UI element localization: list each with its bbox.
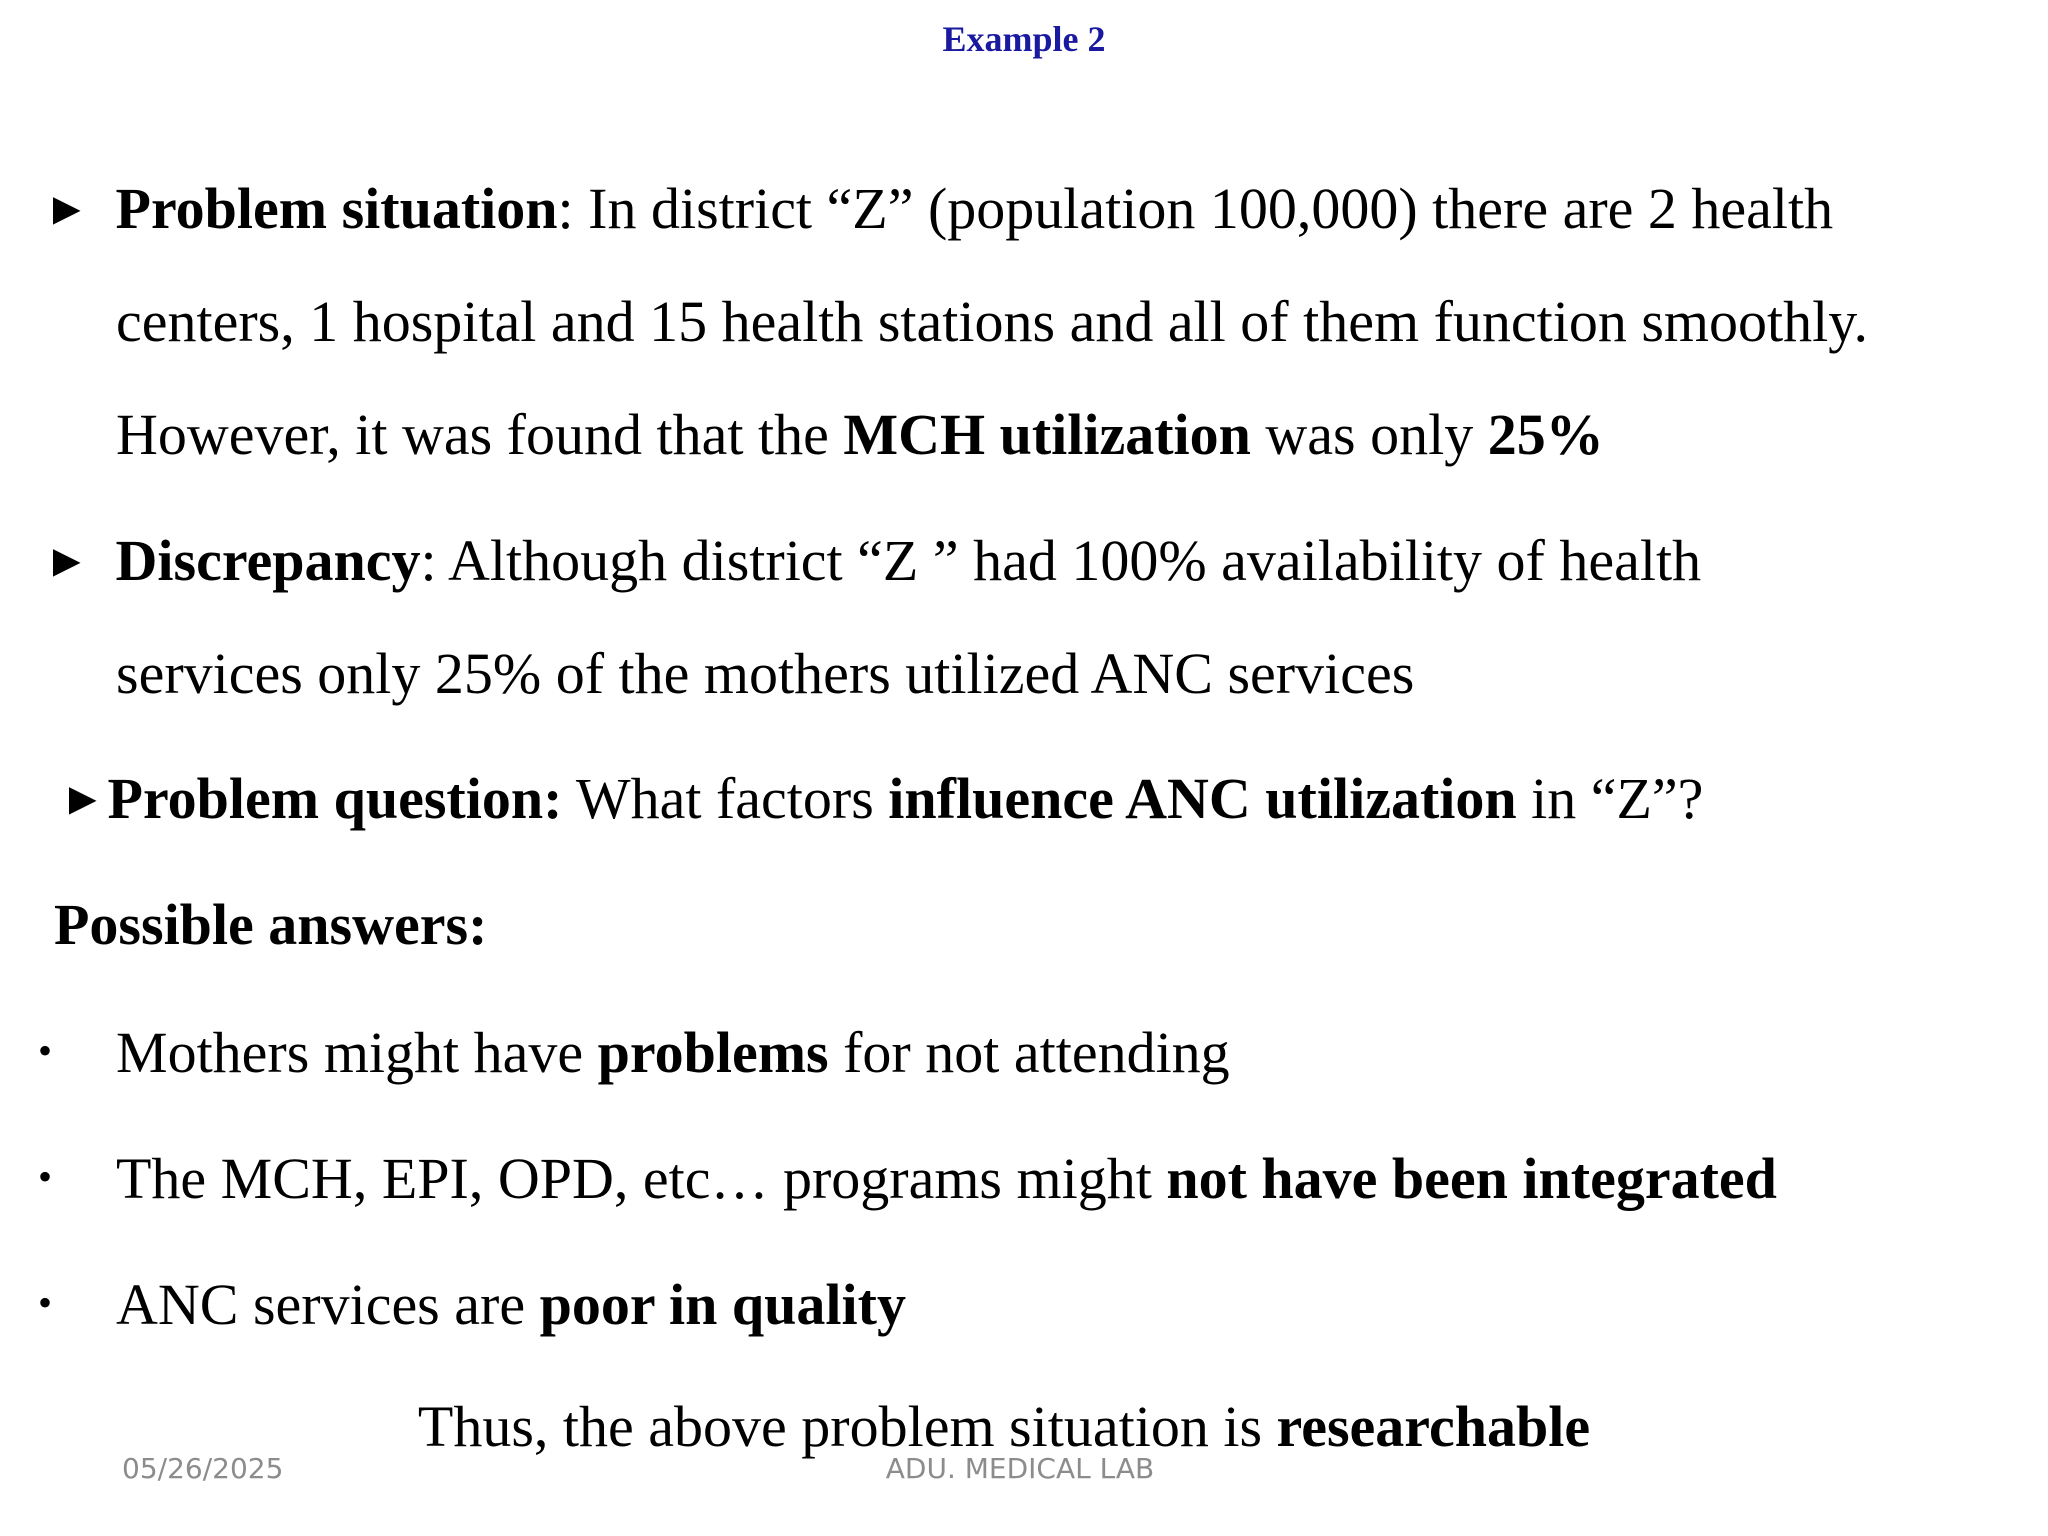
- problem-situation-text-3b: was only: [1250, 402, 1488, 467]
- answer-list-item: [38, 1016, 1230, 1088]
- percentage-bold: 25%: [1487, 402, 1604, 467]
- bullet-dot-icon: •: [38, 1280, 53, 1325]
- arrow-bullet-icon: ►: [44, 183, 90, 234]
- answer-text-bold: problems: [597, 1020, 829, 1085]
- bullet-dot-icon: •: [38, 1154, 53, 1199]
- problem-question-text-a: What factors: [562, 766, 889, 831]
- problem-situation-label: Problem situation: [115, 176, 558, 241]
- bullet-dot-icon: •: [38, 1028, 53, 1073]
- answer-text-pre: The MCH, EPI, OPD, etc… programs might: [116, 1146, 1167, 1211]
- answer-text-post: for not attending: [828, 1020, 1230, 1085]
- answer-list-item: [38, 1268, 906, 1340]
- discrepancy-paragraph: [44, 504, 2030, 730]
- answer-text-bold: not have been integrated: [1166, 1146, 1777, 1211]
- conclusion-text: Thus, the above problem situation is: [417, 1394, 1277, 1459]
- answer-list-item: [38, 1142, 1777, 1214]
- problem-situation-text-1: : In district “Z” (population 100,000) there are 2 health: [557, 176, 1834, 241]
- answer-text-pre: Mothers might have: [116, 1020, 598, 1085]
- slide-title: Example 2: [942, 19, 1106, 59]
- discrepancy-label: Discrepancy: [115, 528, 421, 593]
- discrepancy-text-2: services only 25% of the mothers utilized ANC services: [116, 641, 1415, 706]
- footer-center-text: ADU. MEDICAL LAB: [885, 1452, 1155, 1485]
- problem-situation-paragraph: [44, 152, 2030, 491]
- problem-situation-text-2: centers, 1 hospital and 15 health stations and all of them function smoothly.: [116, 289, 1869, 354]
- discrepancy-text-1: : Although district “Z ” had 100% availability of health: [420, 528, 1702, 593]
- problem-question-row: [60, 764, 1703, 834]
- answer-text-bold: poor in quality: [539, 1272, 906, 1337]
- problem-question-bold: influence ANC utilization: [888, 766, 1517, 831]
- problem-situation-line-3: [44, 378, 2030, 491]
- problem-question-label: Problem question:: [107, 766, 563, 831]
- footer-date: 05/26/2025: [122, 1452, 284, 1485]
- problem-question-text-c: in “Z”?: [1516, 766, 1704, 831]
- conclusion-bold: researchable: [1276, 1394, 1591, 1459]
- answer-text-pre: ANC services are: [116, 1272, 540, 1337]
- possible-answers-heading: Possible answers:: [54, 892, 488, 957]
- arrow-bullet-icon: ►: [60, 773, 106, 824]
- arrow-bullet-icon: ►: [44, 535, 90, 586]
- problem-situation-text-3a: However, it was found that the: [116, 402, 844, 467]
- mch-utilization-bold: MCH utilization: [843, 402, 1251, 467]
